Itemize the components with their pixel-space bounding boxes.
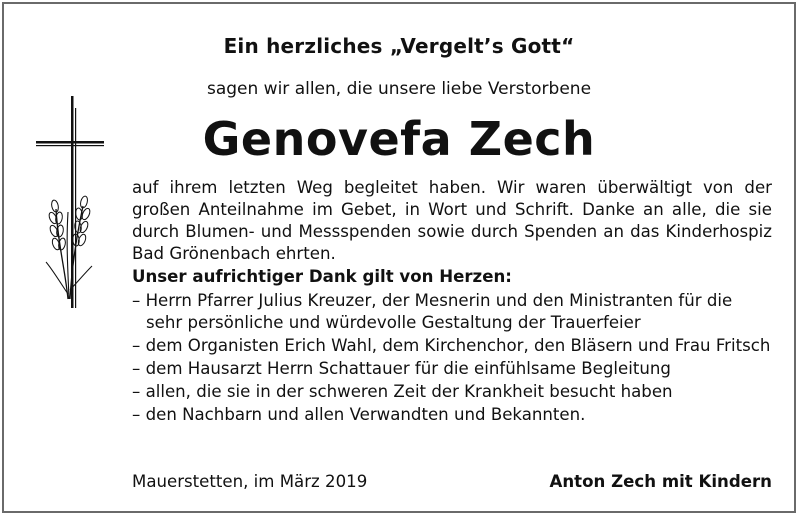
thanks-item: – dem Organisten Erich Wahl, dem Kirchenchor, den Bläsern und Frau Fritsch bbox=[132, 336, 771, 355]
signature: Anton Zech mit Kindern bbox=[549, 472, 772, 491]
thanks-item: – den Nachbarn und allen Verwandten und Bekannten. bbox=[132, 405, 586, 424]
thanks-list bbox=[132, 290, 772, 427]
notice-subheading: sagen wir allen, die unsere liebe Verstorbene bbox=[206, 79, 592, 99]
intro-paragraph bbox=[132, 177, 772, 265]
obituary-notice bbox=[2, 2, 796, 513]
thanks-item: – dem Hausarzt Herrn Schattauer für die einfühlsame Begleitung bbox=[132, 359, 671, 378]
place-date: Mauerstetten, im März 2019 bbox=[132, 472, 368, 491]
thanks-item: – allen, die sie in der schweren Zeit der Krankheit besucht haben bbox=[132, 382, 673, 401]
thanks-item: – Herrn Pfarrer Julius Kreuzer, der Mesnerin und den Ministranten für die sehr persönliche und würdevolle Gestaltung der Trauerfeier bbox=[132, 291, 733, 332]
deceased-name: Genovefa Zech bbox=[202, 112, 596, 166]
notice-heading: Ein herzliches „Vergelt’s Gott“ bbox=[223, 34, 575, 58]
cross-with-wheat-icon bbox=[28, 94, 118, 324]
thanks-heading: Unser aufrichtiger Dank gilt von Herzen: bbox=[132, 267, 512, 286]
intro-text: auf ihrem letzten Weg begleitet haben. Wir waren überwältigt von der großen Anteilnahme im Gebet, in Wort und Schrift. Danke an alle, die sie durch Blumen- und Messspenden sowie durch Spenden an das Kinderhospiz Bad Grönenbach ehrten. bbox=[132, 178, 772, 263]
